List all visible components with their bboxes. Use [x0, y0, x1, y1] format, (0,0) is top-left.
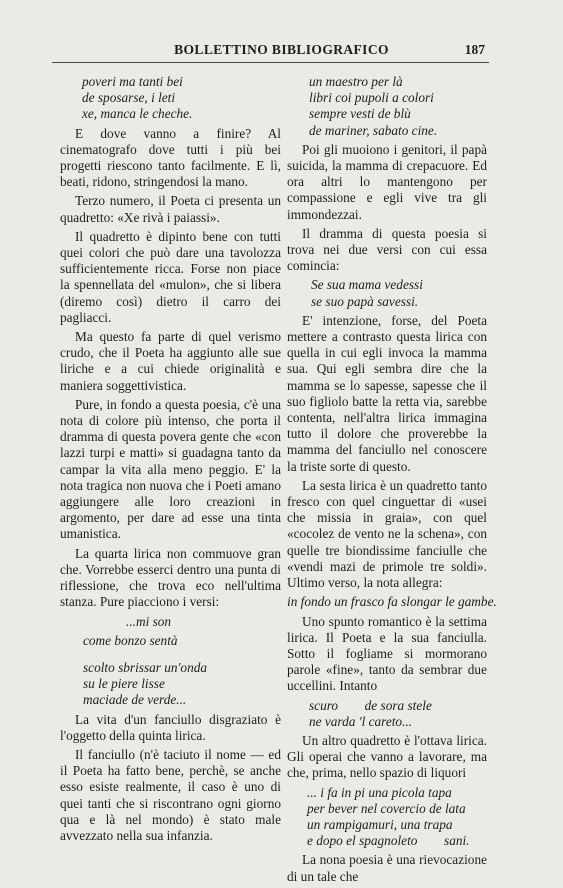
left-column [60, 74, 281, 847]
verse-quote [60, 660, 281, 709]
verse-line: ne varda 'l careto... [309, 713, 413, 729]
paragraph: La quarta lirica non commuove gran che. Vorrebbe esserci dentro una punta di riflessione, che trova eco nell'ultima stanza. Pure piacciono i versi: [60, 545, 281, 610]
verse-line: per bever nel covercio de lata [307, 800, 466, 816]
paragraph: E dove vanno a finire? Al cinematografo dove tutti i più bei progetti riescono tanto facilmente. E lì, beati, ridono, stringendosi la mano. [60, 125, 281, 190]
paragraph: Un altro quadretto è l'ottava lirica. Gli operai che vanno a lavorare, ma che, prima, nello spazio di liquori [287, 732, 487, 781]
verse-quote [60, 614, 281, 630]
paragraph: Ma questo fa parte di quel verismo crudo, che il Poeta ha aggiunto alle sue liriche e a cui chiede originalità e maniera soggettivistica. [60, 329, 281, 393]
verse-quote [287, 785, 487, 850]
verse-line: sempre vesti de blù [309, 106, 411, 122]
verse-line: maciade de verde... [83, 692, 187, 708]
verse-quote [287, 698, 487, 730]
verse-line: un rampigamuri, una trapa [307, 816, 453, 832]
verse-line: libri coi pupoli a colori [309, 90, 434, 106]
verse-line: in fondo un frasco fa slongar le gambe. [287, 594, 497, 610]
right-column [287, 74, 497, 888]
verse-line: Se sua mama vedessi [311, 277, 423, 293]
verse-line: se suo papà savessi. [311, 293, 419, 309]
verse-line: un maestro per là [309, 74, 403, 89]
paragraph: Uno spunto romantico è la settima lirica. Il Poeta e la sua fanciulla. Sotto il fogliame si mormorano parole «fine», tanto da sembrar due uccellini. Intanto [287, 613, 487, 694]
paragraph: La nona poesia è una rievocazione di un tale che [287, 852, 487, 884]
verse-line: come bonzo sentà [83, 632, 178, 648]
verse-quote [287, 594, 497, 610]
verse-line: scolto sbrissar un'onda [83, 659, 208, 675]
verse-line: de sposarse, i leti [82, 90, 176, 106]
verse-quote [60, 74, 281, 123]
running-header [0, 40, 563, 62]
verse-line: ...mi son [126, 613, 172, 629]
paragraph: Terzo numero, il Poeta ci presenta un quadretto: «Xe rivà i paiassi». [60, 193, 281, 225]
paragraph: E' intenzione, forse, del Poeta mettere a contrasto questa lirica con quella in cui egli invoca la mamma sua. Qui egli sembra dire che la mamma se lo sapesse, sapesse che il suo figliolo batte la retta via, sarebbe contenta, nell'altra lirica immagina tutto il dolore che proverebbe la mamma del fanciullo nel conoscere la triste sorte di questo. [287, 312, 487, 474]
paragraph: Poi gli muoiono i genitori, il papà suicida, la mamma di crepacuore. Ed ora altri lo mantengono per compassione e egli vive tra gli immondezzai. [287, 141, 487, 222]
paragraph: Pure, in fondo a questa poesia, c'è una nota di colore più intenso, che porta il dramma di questa povera gente che «con lazzi turpi e matti» si guadagna tanto da campar la vita alla meno peggio. E' la nota tragica non nuova che i Poeti amano aggiungere alle loro creazioni in argomento, per dare ad esse una tinta umanistica. [60, 396, 281, 542]
verse-line: de mariner, sabato cine. [309, 122, 438, 138]
verse-line: su le piere lisse [83, 676, 165, 692]
verse-quote [287, 277, 487, 309]
paragraph: Il dramma di questa poesia si trova nei due versi con cui essa comincia: [287, 225, 487, 274]
paragraph: Il fanciullo (n'è taciuto il nome — ed il Poeta ha fatto bene, perchè, se anche esso esiste realmente, il caso è uno di quei tanti che si riscontrano ogni giorno qua e là nel mondo) è stato male avvezzato nella sua infanzia. [60, 746, 281, 843]
verse-line: e dopo el spagnoleto sani. [307, 833, 470, 849]
header-rule [52, 62, 489, 63]
journal-title: BOLLETTINO BIBLIOGRAFICO [174, 42, 389, 57]
verse-line: ... i fa in pi una picola tapa [307, 784, 452, 800]
paragraph: Il quadretto è dipinto bene con tutti quei colori che può dare una tavolozza sufficientemente ricca. Forse non piace la spennellata del «mulon», che si libera (diremo così) dietro il carro dei pagliacci. [60, 228, 281, 325]
verse-line: scuro de sora stele [309, 697, 432, 713]
verse-line: poveri ma tanti bei [82, 74, 183, 89]
verse-quote [60, 633, 281, 649]
page-number: 187 [464, 42, 485, 57]
paragraph: La sesta lirica è un quadretto tanto fresco con quel cinguettar di «usei che missia in graia», con quel «cocolez de vento ne la schena», con quelle tre biondissime fanciulle che «vendi mazi de primole tre soldi». Ultimo verso, la nota allegra: [287, 477, 487, 591]
verse-line: xe, manca le cheche. [82, 106, 193, 122]
paragraph: La vita d'un fanciullo disgraziato è l'oggetto della quinta lirica. [60, 711, 281, 743]
verse-quote [287, 74, 487, 139]
